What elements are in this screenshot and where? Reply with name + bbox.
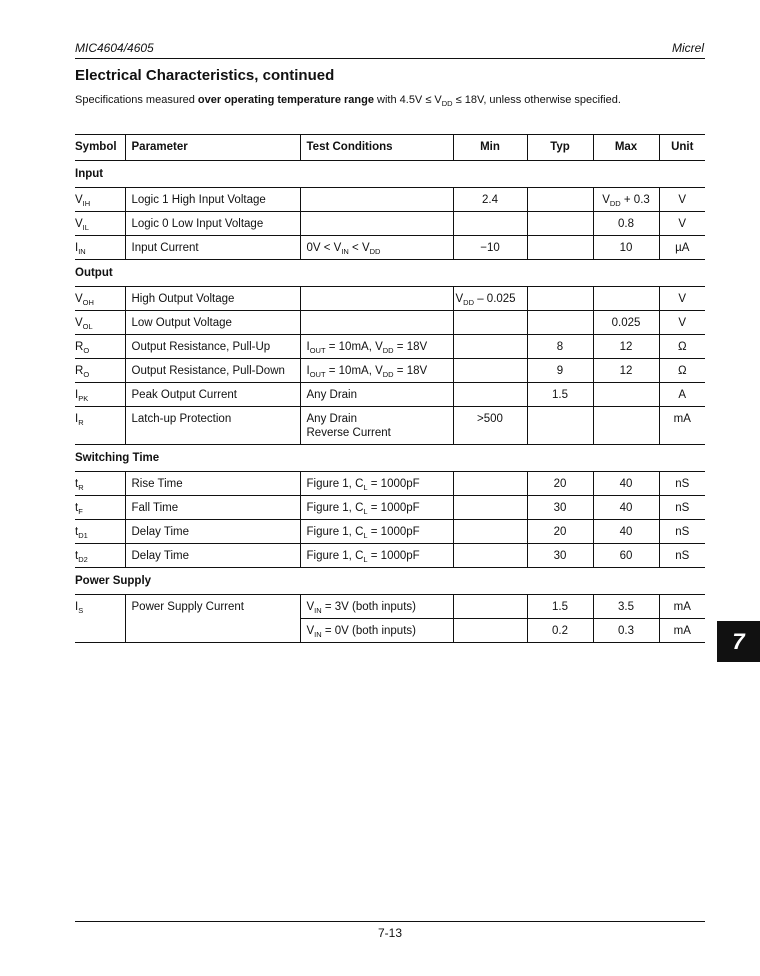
condition-text-post: = 18V	[393, 365, 428, 377]
cell-test-conditions	[300, 407, 453, 445]
cell-min	[453, 595, 527, 619]
cell-max: 40	[593, 496, 659, 520]
symbol-letter: V	[75, 218, 83, 230]
column-header-unit: Unit	[659, 135, 705, 161]
cell-parameter: Delay Time	[125, 544, 300, 568]
cell-test-conditions	[300, 335, 453, 359]
cell-symbol	[75, 188, 125, 212]
max-text: V	[602, 194, 610, 206]
symbol-subscript: PK	[78, 394, 89, 403]
header-brand: Micrel	[672, 41, 704, 55]
section-tab-marker: 7	[717, 621, 760, 662]
symbol-letter: I	[75, 601, 79, 613]
cell-parameter: Low Output Voltage	[125, 311, 300, 335]
cell-unit: mA	[659, 595, 705, 619]
condition-text-post: = 0V (both inputs)	[321, 625, 416, 637]
table-row	[75, 407, 705, 445]
cell-min	[453, 496, 527, 520]
condition-subscript: OUT	[309, 370, 326, 379]
table-row	[75, 359, 705, 383]
condition-text: 0V < V	[306, 242, 342, 254]
table-header-row	[75, 135, 705, 161]
condition-text-mid: = 10mA, V	[325, 365, 383, 377]
cell-max: 40	[593, 520, 659, 544]
column-header-min: Min	[453, 135, 527, 161]
cell-max: 40	[593, 472, 659, 496]
cell-max	[593, 188, 659, 212]
cell-min: −10	[453, 236, 527, 260]
min-text: V	[455, 293, 464, 305]
condition-text-post: = 1000pF	[367, 550, 420, 562]
cell-max: 0.3	[593, 619, 659, 643]
symbol-letter: V	[75, 317, 83, 329]
section-heading: Power Supply	[75, 575, 152, 587]
cell-unit: V	[659, 212, 705, 236]
symbol-subscript: O	[83, 370, 90, 379]
cell-unit: nS	[659, 496, 705, 520]
symbol-subscript: D2	[78, 555, 88, 564]
cell-symbol	[75, 472, 125, 496]
condition-subscript-2: DD	[382, 346, 394, 355]
table-row	[75, 595, 705, 619]
cell-symbol	[75, 236, 125, 260]
symbol-letter: V	[75, 293, 83, 305]
section-heading: Input	[75, 168, 104, 180]
column-header-test-conditions: Test Conditions	[300, 135, 453, 161]
cell-parameter: Fall Time	[125, 496, 300, 520]
cell-min	[453, 520, 527, 544]
cell-symbol	[75, 496, 125, 520]
cell-typ	[527, 407, 593, 445]
cell-min	[453, 619, 527, 643]
symbol-letter: V	[75, 194, 83, 206]
electrical-characteristics-table	[75, 134, 705, 643]
condition-text: I	[306, 365, 310, 377]
cell-typ: 20	[527, 472, 593, 496]
cell-test-conditions	[300, 287, 453, 311]
cell-min	[453, 335, 527, 359]
cell-test-conditions	[300, 520, 453, 544]
cell-test-conditions	[300, 595, 453, 619]
cell-symbol	[75, 212, 125, 236]
symbol-letter: t	[75, 526, 79, 538]
cell-min	[453, 311, 527, 335]
cell-symbol	[75, 287, 125, 311]
cell-unit: V	[659, 311, 705, 335]
column-header-max: Max	[593, 135, 659, 161]
cell-max	[593, 383, 659, 407]
cell-unit: mA	[659, 407, 705, 445]
table-row	[75, 335, 705, 359]
cell-test-conditions	[300, 311, 453, 335]
cell-max: 0.8	[593, 212, 659, 236]
cell-test-conditions	[300, 359, 453, 383]
cell-parameter: Peak Output Current	[125, 383, 300, 407]
cell-max: 60	[593, 544, 659, 568]
condition-subscript: OUT	[309, 346, 326, 355]
symbol-subscript: F	[78, 507, 83, 516]
spec-note-suffix: ≤ 18V, unless otherwise specified.	[452, 94, 621, 106]
symbol-subscript: D1	[78, 531, 88, 540]
cell-unit: nS	[659, 544, 705, 568]
section-heading: Output	[75, 267, 113, 279]
cell-typ: 8	[527, 335, 593, 359]
cell-typ	[527, 287, 593, 311]
spec-note-sub: DD	[441, 99, 453, 108]
cell-max: 12	[593, 335, 659, 359]
cell-typ: 1.5	[527, 595, 593, 619]
spec-note-bold: over operating temperature range	[197, 94, 374, 106]
cell-max	[593, 407, 659, 445]
table-row	[75, 188, 705, 212]
condition-text-post: = 1000pF	[367, 478, 420, 490]
cell-typ: 9	[527, 359, 593, 383]
condition-text: V	[306, 625, 315, 637]
cell-test-conditions	[300, 619, 453, 643]
condition-subscript: L	[363, 555, 368, 564]
table-row	[75, 544, 705, 568]
cell-unit: µA	[659, 236, 705, 260]
cell-parameter: Delay Time	[125, 520, 300, 544]
cell-min	[453, 287, 527, 311]
condition-text-post: = 18V	[393, 341, 428, 353]
min-text-post: – 0.025	[474, 293, 516, 305]
cell-parameter: Logic 1 High Input Voltage	[125, 188, 300, 212]
symbol-letter: R	[75, 365, 84, 377]
cell-typ	[527, 212, 593, 236]
symbol-subscript: O	[83, 346, 90, 355]
cell-unit: nS	[659, 520, 705, 544]
symbol-letter: I	[75, 389, 79, 401]
symbol-letter: t	[75, 478, 79, 490]
symbol-letter: I	[75, 413, 79, 425]
cell-test-conditions	[300, 472, 453, 496]
section-row	[75, 161, 705, 188]
table-row	[75, 236, 705, 260]
cell-typ	[527, 236, 593, 260]
cell-typ	[527, 311, 593, 335]
section-title: Electrical Characteristics, continued	[75, 67, 335, 84]
symbol-subscript: R	[78, 483, 84, 492]
cell-symbol	[75, 407, 125, 445]
table-row	[75, 287, 705, 311]
condition-text-mid: < V	[348, 242, 370, 254]
cell-max: 3.5	[593, 595, 659, 619]
min-subscript: DD	[463, 298, 475, 307]
cell-min	[453, 383, 527, 407]
condition-text: Figure 1, C	[306, 478, 364, 490]
footer-rule	[75, 921, 705, 922]
cell-min	[453, 212, 527, 236]
symbol-subscript: OL	[82, 322, 93, 331]
spec-note-middle: with 4.5V ≤ V	[373, 94, 442, 106]
cell-symbol	[75, 335, 125, 359]
section-row	[75, 445, 705, 472]
symbol-letter: t	[75, 550, 79, 562]
symbol-subscript: R	[78, 418, 84, 427]
cell-parameter: Output Resistance, Pull-Up	[125, 335, 300, 359]
condition-subscript: L	[363, 507, 368, 516]
symbol-subscript: IN	[78, 247, 86, 256]
condition-subscript: IN	[314, 606, 322, 615]
cell-symbol	[75, 359, 125, 383]
table-row	[75, 472, 705, 496]
cell-parameter: Latch-up Protection	[125, 407, 300, 445]
cell-min	[453, 472, 527, 496]
table-row	[75, 619, 705, 643]
condition-text-mid: = 10mA, V	[325, 341, 383, 353]
column-header-typ: Typ	[527, 135, 593, 161]
symbol-subscript: S	[78, 606, 84, 615]
cell-parameter	[125, 619, 300, 643]
symbol-letter: R	[75, 341, 84, 353]
condition-subscript: L	[363, 531, 368, 540]
cell-typ: 30	[527, 496, 593, 520]
cell-symbol	[75, 311, 125, 335]
cell-test-conditions: Any Drain	[300, 383, 453, 407]
condition-subscript: IN	[341, 247, 349, 256]
cell-parameter: Power Supply Current	[125, 595, 300, 619]
cell-symbol	[75, 520, 125, 544]
cell-max: 10	[593, 236, 659, 260]
condition-text-post: = 3V (both inputs)	[321, 601, 416, 613]
cell-test-conditions	[300, 188, 453, 212]
max-subscript: DD	[609, 199, 621, 208]
cell-max	[593, 287, 659, 311]
cell-unit: V	[659, 287, 705, 311]
section-row	[75, 568, 705, 595]
header-rule	[75, 58, 705, 59]
cell-parameter: Rise Time	[125, 472, 300, 496]
spec-note	[75, 94, 621, 106]
cell-min: >500	[453, 407, 527, 445]
cell-max: 0.025	[593, 311, 659, 335]
condition-subscript-2: DD	[382, 370, 394, 379]
cell-unit: A	[659, 383, 705, 407]
cell-test-conditions	[300, 496, 453, 520]
cell-symbol	[75, 595, 125, 619]
table-row	[75, 311, 705, 335]
cell-min	[453, 544, 527, 568]
table-row	[75, 383, 705, 407]
cell-typ	[527, 188, 593, 212]
cell-typ: 1.5	[527, 383, 593, 407]
symbol-letter: t	[75, 502, 79, 514]
condition-text: V	[306, 601, 315, 613]
cell-symbol	[75, 383, 125, 407]
cell-test-conditions	[300, 544, 453, 568]
spec-note-prefix: Specifications measured	[75, 94, 198, 106]
cell-parameter: Input Current	[125, 236, 300, 260]
table-row	[75, 496, 705, 520]
cell-symbol	[75, 619, 125, 643]
cell-parameter: High Output Voltage	[125, 287, 300, 311]
condition-text-post: = 1000pF	[367, 526, 420, 538]
table-row	[75, 520, 705, 544]
condition-text: I	[306, 341, 310, 353]
column-header-parameter: Parameter	[125, 135, 300, 161]
cell-unit: mA	[659, 619, 705, 643]
cell-typ: 20	[527, 520, 593, 544]
cell-unit: nS	[659, 472, 705, 496]
cell-test-conditions	[300, 236, 453, 260]
cell-min: 2.4	[453, 188, 527, 212]
column-header-symbol: Symbol	[75, 135, 125, 161]
condition-line-1: Any Drain	[306, 413, 357, 425]
section-heading: Switching Time	[75, 452, 160, 464]
max-text-post: + 0.3	[620, 194, 650, 206]
cell-symbol	[75, 544, 125, 568]
condition-line-2: Reverse Current	[306, 427, 391, 439]
condition-subscript-2: DD	[369, 247, 381, 256]
condition-subscript: L	[363, 483, 368, 492]
table-row	[75, 212, 705, 236]
header-part-number: MIC4604/4605	[75, 41, 154, 55]
cell-unit: Ω	[659, 359, 705, 383]
symbol-subscript: IL	[82, 223, 89, 232]
cell-typ: 0.2	[527, 619, 593, 643]
section-row	[75, 260, 705, 287]
condition-text-post: = 1000pF	[367, 502, 420, 514]
cell-parameter: Output Resistance, Pull-Down	[125, 359, 300, 383]
condition-text: Figure 1, C	[306, 502, 364, 514]
cell-min	[453, 359, 527, 383]
cell-max: 12	[593, 359, 659, 383]
condition-text: Figure 1, C	[306, 526, 364, 538]
condition-subscript: IN	[314, 630, 322, 639]
symbol-subscript: OH	[82, 298, 94, 307]
cell-unit: Ω	[659, 335, 705, 359]
cell-unit: V	[659, 188, 705, 212]
cell-test-conditions	[300, 212, 453, 236]
page-number: 7-13	[377, 926, 403, 940]
cell-parameter: Logic 0 Low Input Voltage	[125, 212, 300, 236]
symbol-letter: I	[75, 242, 79, 254]
cell-typ: 30	[527, 544, 593, 568]
symbol-subscript: IH	[82, 199, 91, 208]
condition-text: Figure 1, C	[306, 550, 364, 562]
